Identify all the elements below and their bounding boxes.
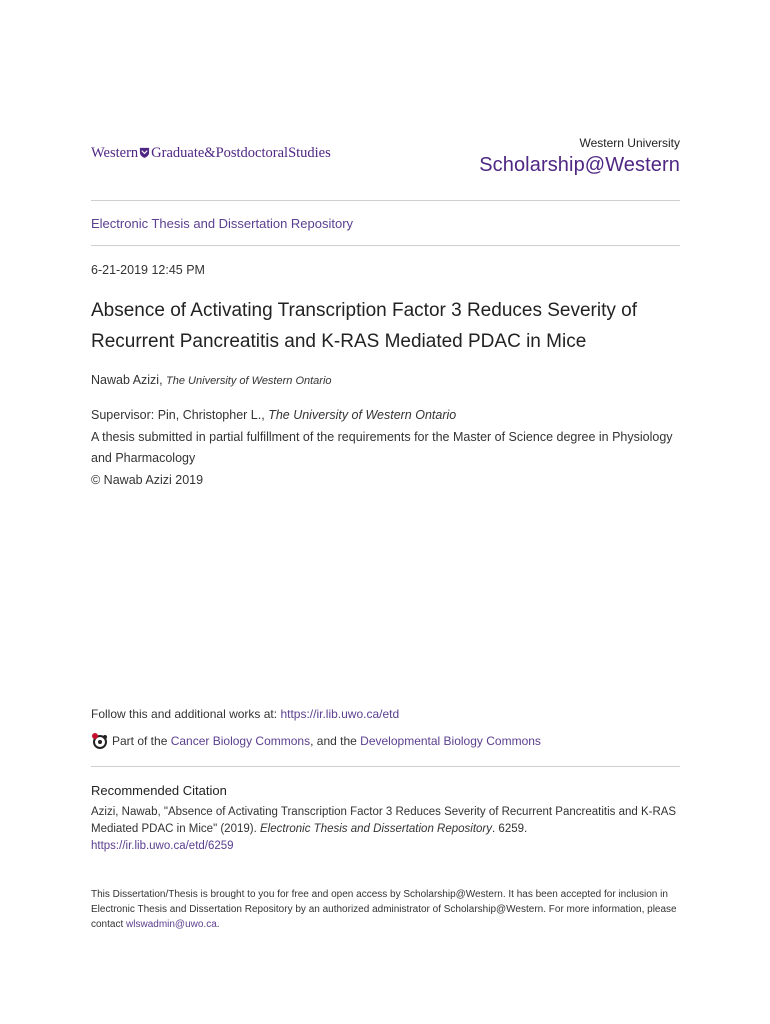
scholarship-brand[interactable]	[479, 136, 680, 177]
footer-text: This Dissertation/Thesis is brought to you for free and open access by Scholarship@Western. It has been accepted for inclusion in Electronic Thesis and Dissertation Repository by an authorized administrator of Scholarship@Western. For more information, please contact	[91, 889, 677, 930]
supervisor-name: Supervisor: Pin, Christopher L.,	[91, 408, 265, 422]
western-graduate-logo[interactable]	[91, 145, 331, 162]
copyright-notice: © Nawab Azizi 2019	[91, 472, 204, 487]
divider	[91, 200, 680, 201]
publication-date: 6-21-2019 12:45 PM	[91, 263, 205, 277]
logo-graduate-text: Graduate&PostdoctoralStudies	[151, 145, 331, 161]
western-crest-icon	[139, 147, 150, 158]
citation-url-link[interactable]: https://ir.lib.uwo.ca/etd/6259	[91, 840, 234, 852]
recommended-citation	[91, 804, 680, 855]
thesis-statement: A thesis submitted in partial fulfillment of the requirements for the Master of Science degree in Physiology and Pharmacology	[91, 429, 673, 465]
commons-prefix: Part of the	[112, 734, 168, 748]
recommended-citation-heading: Recommended Citation	[91, 783, 227, 798]
thesis-details	[91, 405, 680, 491]
author-affiliation: The University of Western Ontario	[166, 375, 332, 387]
supervisor-affiliation: The University of Western Ontario	[268, 408, 457, 422]
repository-link[interactable]: Electronic Thesis and Dissertation Repository	[91, 216, 354, 231]
commons-line	[91, 732, 541, 750]
developmental-biology-commons-link[interactable]: Developmental Biology Commons	[360, 734, 541, 748]
commons-middle: , and the	[310, 734, 357, 748]
logo-western-text: Western	[91, 145, 139, 161]
supervisor-line	[91, 405, 680, 427]
follow-text: Follow this and additional works at:	[91, 707, 278, 721]
university-name: Western University	[579, 136, 680, 150]
footer-end: .	[216, 919, 220, 930]
thesis-title: Absence of Activating Transcription Factor 3 Reduces Severity of Recurrent Pancreatitis and K-RAS Mediated PDAC in Mice	[91, 300, 637, 352]
divider	[91, 245, 680, 246]
footer-notice	[91, 887, 680, 932]
citation-text: Azizi, Nawab, "Absence of Activating Transcription Factor 3 Reduces Severity of Recurrent Pancreatitis and K-RAS Mediated PDAC in Mice" (2019).	[91, 806, 677, 835]
scholarship-western-link[interactable]: Scholarship@Western	[479, 154, 680, 176]
follow-line	[91, 707, 399, 721]
citation-number: . 6259.	[492, 823, 528, 835]
network-commons-icon	[91, 732, 109, 750]
cancer-biology-commons-link[interactable]: Cancer Biology Commons	[170, 734, 311, 748]
author-line	[91, 373, 332, 387]
contact-email-link[interactable]: wlswadmin@uwo.ca	[126, 919, 217, 930]
cover-page	[91, 0, 680, 1024]
etd-url-link[interactable]: https://ir.lib.uwo.ca/etd	[280, 707, 400, 721]
author-name: Nawab Azizi,	[91, 373, 163, 387]
divider	[91, 766, 680, 767]
citation-journal: Electronic Thesis and Dissertation Repository	[260, 823, 493, 835]
header	[91, 136, 680, 186]
